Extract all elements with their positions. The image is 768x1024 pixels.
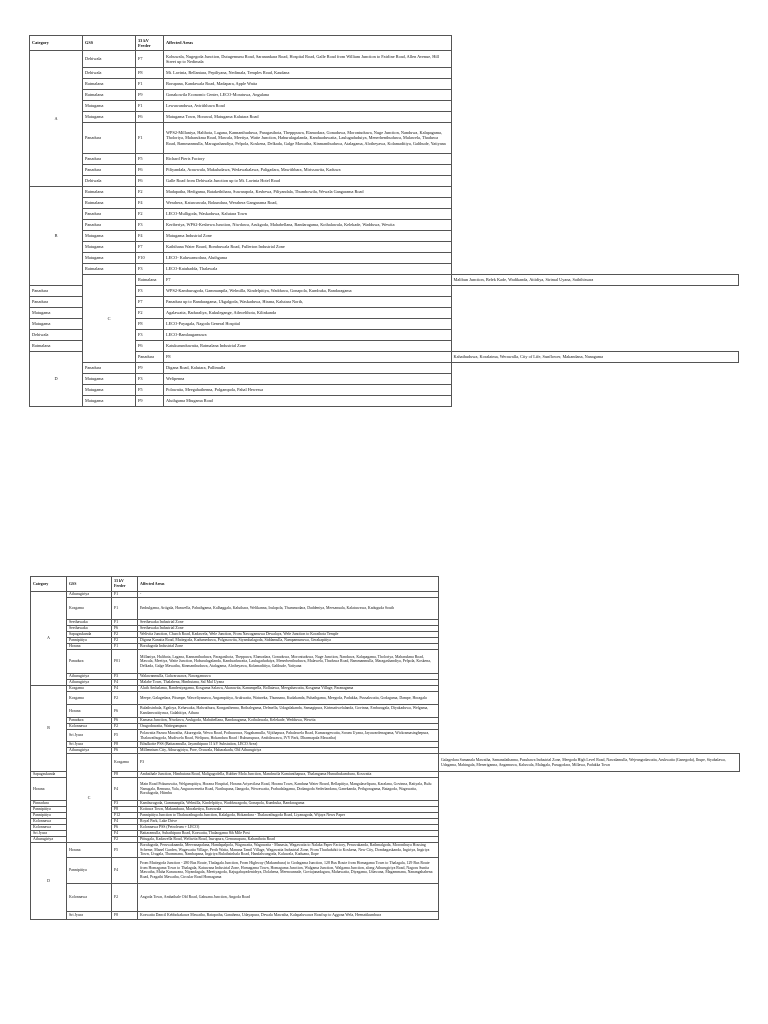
- gss-cell: Kosgama: [112, 754, 138, 772]
- affected-areas-cell: Katukurunduwatta, Ratmalana Industrial Zone: [164, 341, 452, 352]
- table-row: [30, 352, 739, 363]
- table-row: [30, 396, 739, 407]
- gss-cell: Panadura: [83, 220, 136, 231]
- feeder-cell: F3: [136, 220, 164, 231]
- feeder-cell: F4: [136, 198, 164, 209]
- affected-areas-cell: WPS2-Kamburugoda, Gammanpila, Welmilla, Kindelpitiya, Wadduwa, Gonapola, Kumbuka, Bandaragama: [164, 286, 452, 297]
- table-row: [30, 51, 739, 68]
- table-row: [30, 319, 739, 330]
- feeder-cell: F9: [136, 90, 164, 101]
- affected-areas-cell: LECO-Mulligoda, Waskaduwa, Kalutara Town: [164, 209, 452, 220]
- gss-cell: Matugama: [83, 253, 136, 264]
- table-row: [31, 754, 740, 772]
- feeder-cell: F6: [112, 748, 138, 754]
- feeder-cell: F3: [138, 754, 439, 772]
- feeder-cell: F4: [112, 819, 138, 825]
- affected-areas-cell: Borupana, Kandawala Road, Madapara, Apple Watta: [164, 79, 452, 90]
- gss-cell: Horana: [67, 705, 112, 718]
- feeder-cell: F1: [112, 598, 138, 620]
- affected-areas-cell: Ambathale Junction, Himbutana Road, Maligagodella, Rubber Mola Junction, Mandawila Kamianthapura, Thalangama Hunuthukumbura, Koswatta: [138, 772, 439, 778]
- category-cell: A: [30, 51, 83, 187]
- gss-cell: Panadura: [136, 352, 164, 363]
- table-header-row: [30, 36, 739, 51]
- affected-areas-cell: LECO-Bamlaugamuwa: [164, 330, 452, 341]
- affected-areas-cell: Boralugoda, Peruwaknanda, Meevanapalana, Handapalpola, Wagawatta, Wagawatta - Manasia, Wagawatta to Nalaka Paper Factory, Peruwakanda, Rathmalgoda, Moronthuya Housing Scheme, Manel Garden, Wagawatta Village, Perth Watta, Manana Tamil Village, Wagawatta Industrial Zone, From Thududuhti to Koskena, New City, Dombagaskanda, Ingiriya, Ingiriya Town, Uragala, Thommana, Nambapana, Ingiriya Bulathsinhala Road, Handalwangoda, Kaluwala, Kaduana, Ilope: [138, 843, 439, 858]
- gss-cell: Horana: [67, 843, 112, 858]
- affected-areas-cell: LECO-Payagala, Nagoda General Hospital: [164, 319, 452, 330]
- feeder-cell: F6: [136, 112, 164, 123]
- table-row: [30, 374, 739, 385]
- feeder-cell: F3: [112, 674, 138, 680]
- table-row: [31, 778, 740, 801]
- affected-areas-cell: Kamburugoda, Gammanpila, Welmilla, Kindelpitiya, Wadduwagoda, Gonapola, Kumbuka, Bandaragama: [138, 801, 439, 807]
- affected-areas-cell: Seethawaka Industrial Zone: [138, 626, 439, 632]
- feeder-cell: F2: [136, 209, 164, 220]
- gss-cell: Sri Jyura: [67, 742, 112, 748]
- feeder-cell: F6: [112, 626, 138, 632]
- affected-areas-cell: Panadura up to Bandaragama, Ukgalgoda, Waskaduwa, Hirana, Kalutara North,: [164, 297, 452, 308]
- outage-table-1: [29, 35, 739, 407]
- affected-areas-cell: Digana Road, Kalutara, Pallimulla: [164, 363, 452, 374]
- table-row: [30, 154, 739, 165]
- affected-areas-cell: WPS2-Millaniya, Halthota, Lagana, Kannanthuduwa, Paragasthota, Thepppuwa, Elamodara, Gonaduwa, Morontuduwa, Nuge Junction, Nanduwa, Kalapagama, Tholoriya, Maharukma Road, Mawala, Meetiya, Watte Junction, Haburulagalanda, Kanduaduwatta, Laulugaduduiya, Menerhenthuduwa, Malawela, Thaduwa Road, Bammanmulla, Maragashandiya, Pelpola, Koskena, Delkada, Galge Mawatha, Kinmanthuduwa, Atalagama, Alotheyawa, Kolamaditiya, Galthude, Yatiyana: [164, 123, 452, 154]
- affected-areas-cell: Matugama Town, Horawal, Matugama Kalutara Road: [164, 112, 452, 123]
- affected-areas-cell: Battaramulla, Subathipura Road, Koswatta, Thalaogama 8th Mile Post: [138, 831, 439, 837]
- gss-cell: Athurugiriya: [31, 837, 67, 843]
- affected-areas-cell: Werahera, Katuwawala, Bokundara, Werahera Gangarama Road,: [164, 198, 452, 209]
- affected-areas-cell: Malibun Junction, Belek Kade, Wadikanda, Attidiya, Sirimal Uyana, Saththissara: [451, 275, 739, 286]
- affected-areas-cell: Lewuwanduwa, Avirithluwa Road: [164, 101, 452, 112]
- gss-cell: Dehiwala: [83, 68, 136, 79]
- category-cell: D: [31, 843, 67, 920]
- feeder-cell: F8: [164, 352, 452, 363]
- table-row: [30, 68, 739, 79]
- affected-areas-cell: Madapatha, Hedigama, Batakeththara, Suwarapola, Kesbewa, Piliyandala, Thumbowila, Wewala Gangarama Road: [164, 187, 452, 198]
- table-row: [30, 220, 739, 231]
- gss-cell: Matugama: [83, 231, 136, 242]
- gss-cell: Pannipitiya: [67, 638, 112, 644]
- column-header: Affected Areas: [138, 577, 439, 592]
- feeder-cell: F8: [112, 742, 138, 748]
- gss-cell: Athurugiriya: [67, 748, 112, 754]
- affected-areas-cell: Kamasa Junction, Niwdawa, Arukgoda, Mahabellana, Bandaragama, Kothalawala, Kelekade, Wedduwa, Wewita: [138, 718, 439, 724]
- feeder-cell: F6: [112, 705, 138, 718]
- affected-areas-cell: LECO-Katubadda, Thalawala: [164, 264, 452, 275]
- table-row: [30, 308, 739, 319]
- affected-areas-cell: Royal Park, Lake Drive: [138, 819, 439, 825]
- affected-areas-cell: Angoda Town, Ambathale Old Road, Gabuana Junction, Angoda Road: [138, 883, 439, 911]
- affected-areas-cell: From Mattegoda Junction - 280 Bus Route, Thalagala Junction, From Highway (Makumbura) to Godagama Junction, 128 Bus Route from Homagama Town to Thalagala, 129 Bus Route from Homagama Town to Thalagala, Katuwana Industrial Zone, Homagama Town, Homagama Junction, Walgama Junction, Walgama Junction, along Athurugiriya Road, Nagoru Sunita Mawatha, Maha Kanuwana, Niyandagala, Meetiyagoda, Kajugahayadenideya, Dolahena, Meenounnale, Goviajanadagara, Mahawatta, Diyagama, Udawana, Magammana, Nanangahahena Road, Pragathi Mawatha, Circular Road Homagama: [138, 857, 439, 883]
- gss-cell: Seethawaka: [67, 620, 112, 626]
- table-row: [30, 79, 739, 90]
- table-row: [30, 198, 739, 209]
- gss-cell: Kolonnawa: [67, 883, 112, 911]
- affected-areas-cell: Kahathuduwa, Koralaima, Werawalla, City of Life, Sunflower, Makandana, Nanagama: [451, 352, 739, 363]
- table-row: [30, 275, 739, 286]
- gss-cell: Matugama: [30, 319, 83, 330]
- feeder-cell: F6: [136, 341, 164, 352]
- gss-cell: Matugama: [83, 242, 136, 253]
- feeder-cell: F3: [112, 801, 138, 807]
- feeder-cell: F2: [112, 837, 138, 843]
- gss-cell: Ratmalana: [83, 198, 136, 209]
- affected-areas-cell: Matugama Industrial Zone: [164, 231, 452, 242]
- gss-cell: Sapugaskanda: [67, 632, 112, 638]
- table-row: [30, 101, 739, 112]
- category-cell: B: [31, 686, 67, 772]
- feeder-cell: F4: [112, 686, 138, 692]
- feeder-cell: F2: [112, 883, 138, 911]
- affected-areas-cell: Agalawatta, Baduraliya, Kukulegange, Athwelthota, Kilinkanda: [164, 308, 452, 319]
- feeder-cell: F9: [136, 363, 164, 374]
- gss-cell: Sapugaskanda: [31, 772, 67, 778]
- feeder-cell: F7: [164, 275, 452, 286]
- affected-areas-cell: Boralugoda Industrial Zone: [138, 644, 439, 650]
- affected-areas-cell: Digana Kanatta Road, Mattegoda, Kadumeduwa, Polgasowita, Siyambalagoda, Siddamulla, Nampamunuwa, Gerakapitiya: [138, 638, 439, 644]
- column-header: 33 kV Feeder: [136, 36, 164, 51]
- affected-areas-cell: Galagedara Samanala Mawatha, Samanalathanna, Pusuhawa Industrial Zone, Meegoda High Level Road, Nawalamulla, Wejeangodawatta, Arukwatta (Ganegoda), Ihupe, Siyabalawa, Udagama, Mahingala, Meneriganna, Angamuwa, Kaluwala, Malagala, Pusugodara, Millawa, Padukka Town: [439, 754, 740, 772]
- feeder-cell: F2: [112, 632, 138, 638]
- table-row: [31, 598, 740, 620]
- feeder-cell: F4: [112, 857, 138, 883]
- table-row: [30, 363, 739, 374]
- category-cell: C: [83, 275, 136, 363]
- affected-areas-cell: Welipenna: [164, 374, 452, 385]
- feeder-cell: F3: [136, 264, 164, 275]
- gss-cell: Dehiwala: [83, 176, 136, 187]
- gss-cell: Sri Jyura: [31, 831, 67, 837]
- gss-cell: Panadura: [83, 123, 136, 154]
- feeder-cell: F7: [136, 297, 164, 308]
- affected-areas-cell: -: [138, 592, 439, 598]
- category-cell: C: [67, 754, 112, 843]
- affected-areas-cell: Welivita Junction, Church Road, Kadawela, Wele Junction, From Nawagamuwa Dewalaya, Wele Junction to Korathota Temple: [138, 632, 439, 638]
- feeder-cell: F2: [112, 724, 138, 730]
- feeder-cell: F9: [136, 396, 164, 407]
- affected-areas-cell: Pannipitiya Junction to Thalawathugoda Junction, Kalalgoda, Hokandara - Thalawathugoda Road, Liyanagoda, Wijaya News Paper: [138, 813, 439, 819]
- feeder-cell: F8: [112, 911, 138, 919]
- affected-areas-cell: Main Road Pokunuwita, Welgampitiya, Horana Hospital, Horana Ariyavilasa Road, Horana Town, Kandana Water Board, Bellapitiya, Mangalaselipura, Karalana, Govinna, Ratiyala, Bulu Nanugala, Remuna, Yala, Angurawenetta Road, Narthupana, Ilangoda, Wewawatta, Prabudalagama, Dodangoda Sederlandana, Ganekanda, Pethgoragama, Batagoda, Wagawatta, Boralugoda, Hiimbu: [138, 778, 439, 801]
- table-row: [31, 857, 740, 883]
- table-row: [30, 264, 739, 275]
- gss-cell: Panadura: [83, 165, 136, 176]
- gss-cell: Dehiwala: [83, 51, 136, 68]
- gss-cell: Kosgama: [67, 686, 112, 692]
- gss-cell: Matugama: [83, 396, 136, 407]
- gss-cell: Pannipitiya: [31, 813, 67, 819]
- affected-areas-cell: Aluth Ambalama, Randeniyagama, Kosgama Salawa, Akarawita, Kanampella, Bollatawa, Meegahawatta, Kosgama Village, Paranagama: [138, 686, 439, 692]
- feeder-cell: F5: [136, 154, 164, 165]
- table-row: [30, 176, 739, 187]
- feeder-cell: F5: [112, 843, 138, 858]
- feeder-cell: F1: [136, 101, 164, 112]
- column-header: Affected Areas: [164, 36, 452, 51]
- feeder-cell: F8: [136, 68, 164, 79]
- gss-cell: Ratmalana: [83, 90, 136, 101]
- feeder-cell: F2: [136, 187, 164, 198]
- affected-areas-cell: Polawatta Pazara Mawatha, Akuregoda, Wewa Road, Pothuarawa, Nagahamulla, Vijithapura, Pahalawela Road, Kumaragewatta, Soram Uyana, Jayawardenagama, Wickramasinghepura, Thalawathugoda, Mudiwela Road, Welipara, Hokandara Road / Ruhunupura, Ambilawawa, IVY Park, Dharmapala Mawatha): [138, 730, 439, 742]
- gss-cell: Sri Jyura: [67, 730, 112, 742]
- gss-cell: Matugama: [83, 112, 136, 123]
- table-row: [30, 165, 739, 176]
- table-row: [30, 209, 739, 220]
- table-row: [31, 843, 740, 858]
- table-row: [31, 883, 740, 911]
- outage-table-2: [30, 576, 740, 920]
- table-row: [31, 692, 740, 705]
- gss-cell: Panadura: [67, 718, 112, 724]
- affected-areas-cell: Kottawa Town, Makumbura, Moraketiya, Erawwala: [138, 807, 439, 813]
- affected-areas-cell: Malabe Town, Thalahena, Himbutana, Sal Mal Uyana: [138, 680, 439, 686]
- affected-areas-cell: Kohuwala, Nugegoda Junction, Dutugemunu Road, Saranankara Road, Hospital Road, Galle Road from William Junction to Fairline Road, Allen Avenue, Hill Street up to Nedimala: [164, 51, 452, 68]
- affected-areas-cell: Aluthgama Mtugama Road: [164, 396, 452, 407]
- column-header: GSS: [67, 577, 112, 592]
- feeder-cell: F12: [112, 813, 138, 819]
- table-row: [31, 650, 740, 674]
- column-header: GSS: [83, 36, 136, 51]
- gss-cell: Kosgama: [67, 598, 112, 620]
- gss-cell: Pannipitiya: [67, 857, 112, 883]
- column-header: Category: [31, 577, 67, 592]
- feeder-cell: F7: [136, 51, 164, 68]
- affected-areas-cell: Meepe, Galagedara, Pitumpe, Waweliyanawa, Angampitiya, Arukwatta, Watareka, Thunnana, Kudakanda, Puhathgama, Meegoda, Padukka, Pussakwatta, Godagama, Dampe, Horagala: [138, 692, 439, 705]
- feeder-cell: F1: [112, 592, 138, 598]
- table-row: [30, 90, 739, 101]
- category-cell: A: [31, 592, 67, 686]
- feeder-cell: F3: [136, 286, 164, 297]
- gss-cell: Athurugiriya: [67, 680, 112, 686]
- table-row: [30, 341, 739, 352]
- gss-cell: Horana: [31, 778, 67, 801]
- affected-areas-cell: Seethawaka Industrial Zone: [138, 620, 439, 626]
- column-header: 33 kV Feeder: [112, 577, 138, 592]
- table-row: [30, 242, 739, 253]
- gss-cell: Panadura: [83, 363, 136, 374]
- affected-areas-cell: LECO- Kaluwamodara, Aluthgama: [164, 253, 452, 264]
- feeder-cell: F2: [112, 692, 138, 705]
- affected-areas-cell: Mt. Lavinia, Bellantara, Pepiliyana, Nedimala, Temples Road, Kaudana: [164, 68, 452, 79]
- affected-areas-cell: Kolonnawa PSS (Petroleum + LECO): [138, 825, 439, 831]
- gss-cell: Sri Jyura: [67, 911, 112, 919]
- feeder-cell: F3: [136, 330, 164, 341]
- feeder-cell: F5: [136, 385, 164, 396]
- feeder-cell: F4: [112, 680, 138, 686]
- affected-areas-cell: Piliyandala, Arawwala, Makuludawa, Wedawakalawa, Paligadara, Mawithbara, Mirissawita, Kaduwa: [164, 165, 452, 176]
- feeder-cell: F4: [112, 831, 138, 837]
- affected-areas-cell: Embulgama, Artigala, Hanwella, Pahathgama, Kalhaggala, Kaluthara, Welikanna, Irulapola, Thummodara, Daddeniya, Meesanuala, Kalatuwawa, Kaduguda South: [138, 598, 439, 620]
- affected-areas-cell: Walawanmulla, Galwarusawa, Nawagamuwa: [138, 674, 439, 680]
- gss-cell: Seethawaka: [67, 626, 112, 632]
- table-row: [31, 705, 740, 718]
- feeder-cell: F4: [136, 231, 164, 242]
- feeder-cell: F8: [112, 772, 138, 778]
- feeder-cell: F2: [112, 638, 138, 644]
- gss-cell: Matugama: [83, 101, 136, 112]
- feeder-cell: F5: [112, 730, 138, 742]
- affected-areas-cell: Richard Pieris Factory: [164, 154, 452, 165]
- table-row: [30, 112, 739, 123]
- feeder-cell: F6: [136, 176, 164, 187]
- feeder-cell: F01: [112, 650, 138, 674]
- feeder-cell: F1: [112, 644, 138, 650]
- gss-cell: Matugama: [83, 385, 136, 396]
- gss-cell: Matugama: [83, 374, 136, 385]
- affected-areas-cell: Polawatta, Meegahathenna, Polgampola, Pahal Hewessa: [164, 385, 452, 396]
- feeder-cell: F1: [112, 620, 138, 626]
- gss-cell: Matugama: [30, 308, 83, 319]
- table-row: [30, 385, 739, 396]
- affected-areas-cell: Gonakowila Economic Center, LECO-Moratuwa, Angulana: [164, 90, 452, 101]
- table-row: [31, 730, 740, 742]
- feeder-cell: F4: [112, 778, 138, 801]
- feeder-cell: F10: [136, 253, 164, 264]
- gss-cell: Ratmalana: [136, 275, 164, 286]
- affected-areas-cell: Koswatta Dancil Kebbokakawa Mawatha, Batapotha, Ganahena, Udayapura, Dewala Mawatha, Kalapaluwawa Road up to Aggona Wela, Heenatikumbura: [138, 911, 439, 919]
- feeder-cell: F7: [136, 242, 164, 253]
- feeder-cell: F6: [112, 825, 138, 831]
- affected-areas-cell: Ethulkotte PSS (Battaramulla, Jayanthipura 11 kV Substation, LECO Area): [138, 742, 439, 748]
- table-row: [30, 253, 739, 264]
- gss-cell: Kolonnawa: [31, 819, 67, 825]
- gss-cell: Panadura: [30, 286, 83, 297]
- gss-cell: Dehiwala: [30, 330, 83, 341]
- gss-cell: Panadura: [83, 209, 136, 220]
- table-row: [30, 231, 739, 242]
- affected-areas-cell: Kaththana Water Board, Bombuwala Road, Fullerton Industrial Zone: [164, 242, 452, 253]
- gss-cell: Panadura: [67, 650, 112, 674]
- gss-cell: Horana: [67, 644, 112, 650]
- gss-cell: Pinnadura: [31, 801, 67, 807]
- gss-cell: Athurugiriya: [67, 592, 112, 598]
- affected-areas-cell: Orugodawatta, Wattegampura: [138, 724, 439, 730]
- gss-cell: Panadura: [30, 297, 83, 308]
- gss-cell: Panadura: [83, 154, 136, 165]
- table-row: [30, 297, 739, 308]
- gss-cell: Ratmalana: [30, 341, 83, 352]
- table-row: [30, 286, 739, 297]
- table-row: [30, 330, 739, 341]
- category-cell: D: [30, 352, 83, 407]
- category-cell: B: [30, 187, 83, 286]
- table-header-row: [31, 577, 740, 592]
- feeder-cell: F1: [136, 79, 164, 90]
- affected-areas-cell: Keriberiya, WPS2-Kesbewa Junction, Niwdawa, Arukgoda, Mahabellana, Bandaragama, Kothalawala, Kelekade, Wadduwa, Wewita: [164, 220, 452, 231]
- gss-cell: Athurugiriya: [67, 674, 112, 680]
- feeder-cell: F6: [112, 718, 138, 724]
- affected-areas-cell: Bulathsinhala, Egaloya, Kehawaka, Halwathura, Kongasthenna, Bothalegama, Delmella, Udagalakanda, Samagipura, Kirimatiwelalanda, Govinna, Ernbaragala, Diyakaduwa, Welgama, Kandanwattiyawa, Galahitiya, Athura: [138, 705, 439, 718]
- affected-areas-cell: Galle Road from Dehiwala Junction up to Mt. Lavinia Hotel Road: [164, 176, 452, 187]
- gss-cell: Kolonnawa: [31, 825, 67, 831]
- feeder-cell: F1: [136, 123, 164, 154]
- gss-cell: Ratmalana: [83, 79, 136, 90]
- gss-cell: Ratmalana: [83, 264, 136, 275]
- column-header: Category: [30, 36, 83, 51]
- feeder-cell: F8: [136, 319, 164, 330]
- feeder-cell: F8: [112, 807, 138, 813]
- feeder-cell: F6: [136, 165, 164, 176]
- affected-areas-cell: Millaniya, Halthota, Lagana, Kannanthuduwa, Paragasthota, Theppuwa, Elamodara, Gonaduwa, Morontuduwa, Nuge Junction, Nanduwa, Kalapagama, Tholoriya, Maharukma Road, Mawala, Meetiya, Watte Junction, Haburulagalanda, Kanduaduwatta, Laulugaduduiya, Menerhenthuduwa, Malawela, Thaduwa Road, Bammanmulla, Maragashandiya, Pelpola, Koskena, Delkada, Galge Mawatha, Kinmanthuduwa, Atalagama, Alotheyawa, Kolamaditiya, Galthude, Yatiyana: [138, 650, 439, 674]
- affected-areas-cell: Millennium City, Athurugiriya, Pore, Oruwala, Habarakada, Old Athurugiriya: [138, 748, 439, 754]
- affected-areas-cell: Pittugala, Kadawella Road, Weliwita Road, Isurupura, Gemunupura, Kahanthota Road: [138, 837, 439, 843]
- table-row: [31, 911, 740, 919]
- gss-cell: Pannipitiya: [31, 807, 67, 813]
- feeder-cell: F2: [136, 308, 164, 319]
- gss-cell: Ratmalana: [83, 187, 136, 198]
- gss-cell: Kosgama: [67, 692, 112, 705]
- gss-cell: Kolonnawa: [67, 724, 112, 730]
- table-row: [30, 187, 739, 198]
- feeder-cell: F3: [136, 374, 164, 385]
- table-row: [30, 123, 739, 154]
